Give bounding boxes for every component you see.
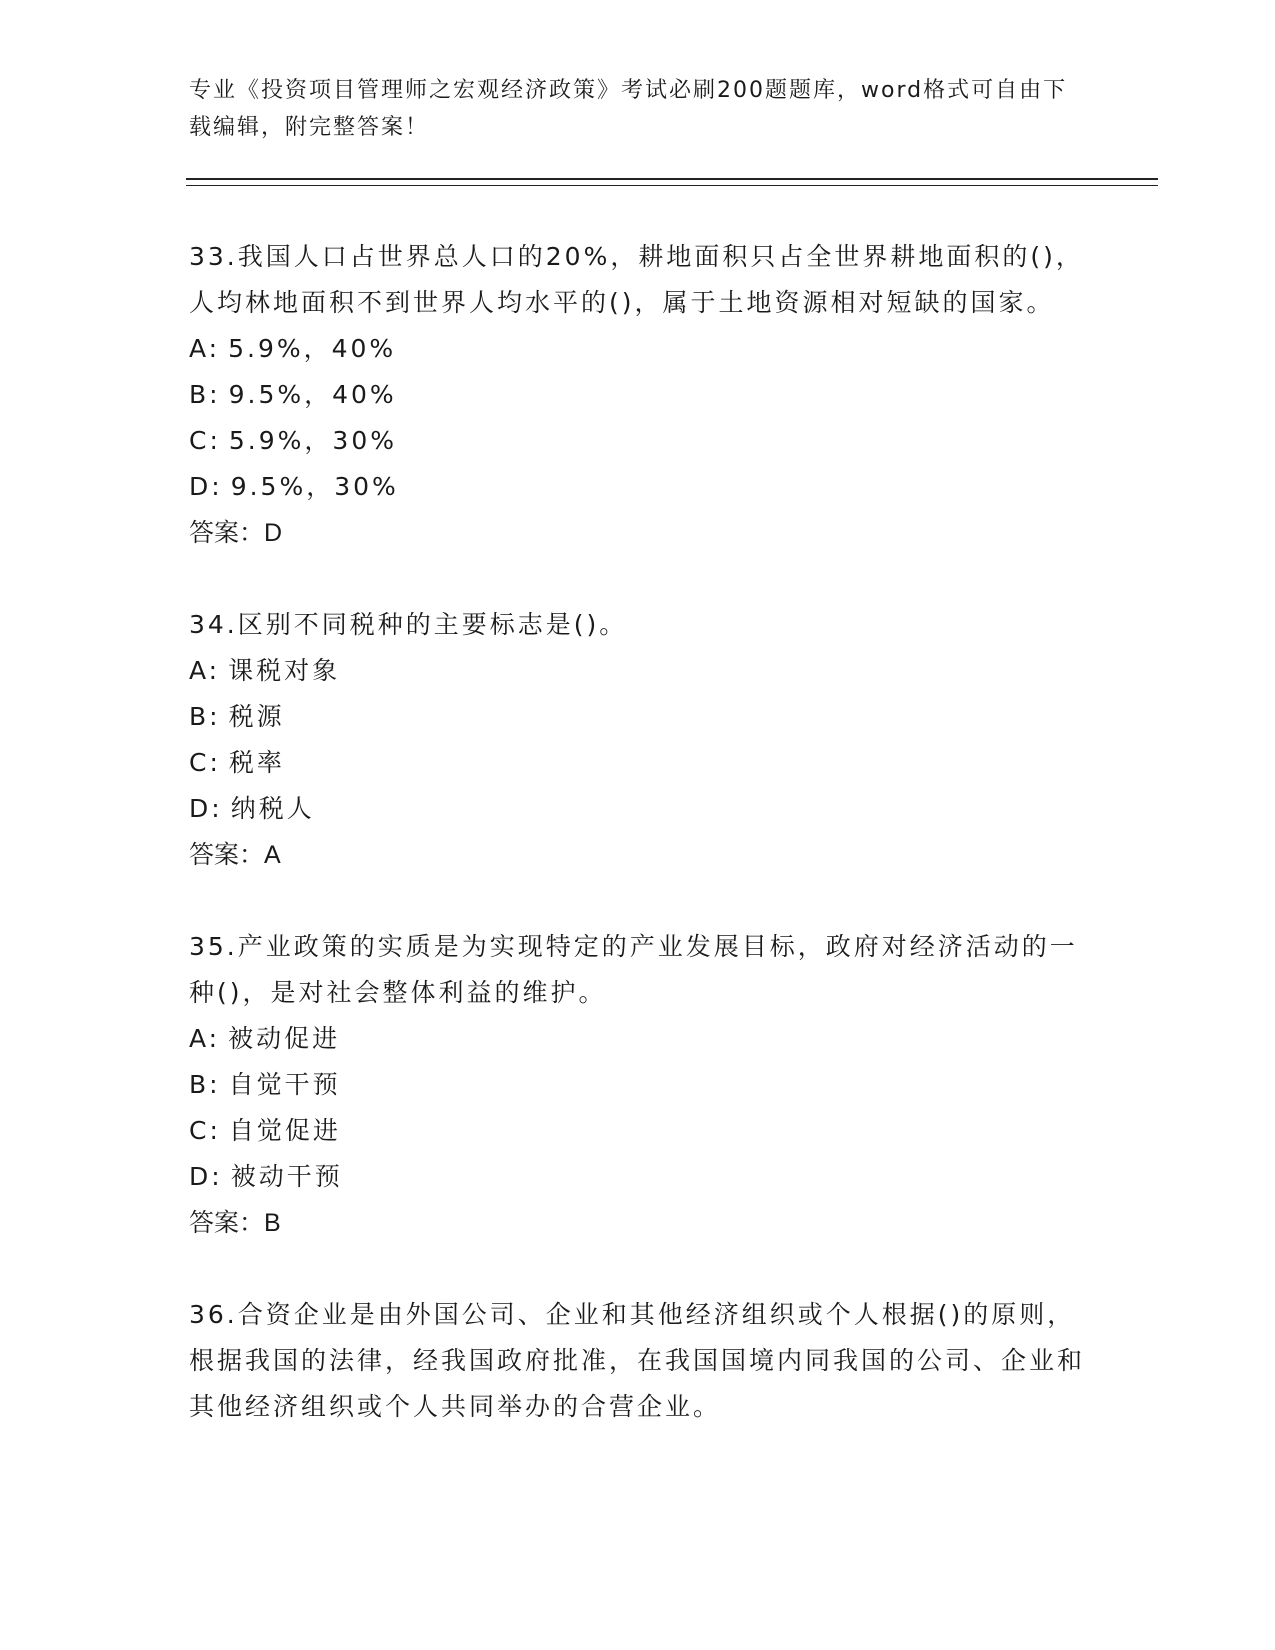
option-c: C: 自觉促进 <box>189 1116 341 1145</box>
option-a: A: 课税对象 <box>189 656 341 685</box>
question-text: 33.我国人口占世界总人口的20%，耕地面积只占全世界耕地面积的()，人均林地面积不到世界人均水平的()，属于土地资源相对短缺的国家。 <box>189 242 1084 317</box>
question-36 <box>189 1292 1089 1430</box>
question-35 <box>189 924 1089 1246</box>
option-b: B: 9.5%，40% <box>189 380 397 409</box>
option-d: D: 9.5%，30% <box>189 472 399 501</box>
option-c: C: 5.9%，30% <box>189 426 397 455</box>
option-b: B: 自觉干预 <box>189 1070 341 1099</box>
answer: 答案：D <box>189 519 283 547</box>
document-header: 专业《投资项目管理师之宏观经济政策》考试必刷200题题库，word格式可自由下载编辑，附完整答案！ <box>189 78 1068 140</box>
option-c: C: 税率 <box>189 748 285 777</box>
option-d: D: 纳税人 <box>189 794 315 823</box>
answer: 答案：A <box>189 841 281 869</box>
header-divider <box>186 178 1158 186</box>
option-b: B: 税源 <box>189 702 285 731</box>
option-a: A: 5.9%，40% <box>189 334 397 363</box>
question-text: 36.合资企业是由外国公司、企业和其他经济组织或个人根据()的原则，根据我国的法律，经我国政府批准，在我国国境内同我国的公司、企业和其他经济组织或个人共同举办的合营企业。 <box>189 1300 1086 1421</box>
option-d: D: 被动干预 <box>189 1162 343 1191</box>
question-33 <box>189 234 1089 556</box>
option-a: A: 被动促进 <box>189 1024 341 1053</box>
question-text: 34.区别不同税种的主要标志是()。 <box>189 610 628 639</box>
question-list <box>189 234 1089 1476</box>
answer: 答案：B <box>189 1209 281 1237</box>
question-text: 35.产业政策的实质是为实现特定的产业发展目标，政府对经济活动的一种()，是对社会整体利益的维护。 <box>189 932 1078 1007</box>
question-34 <box>189 602 1089 878</box>
